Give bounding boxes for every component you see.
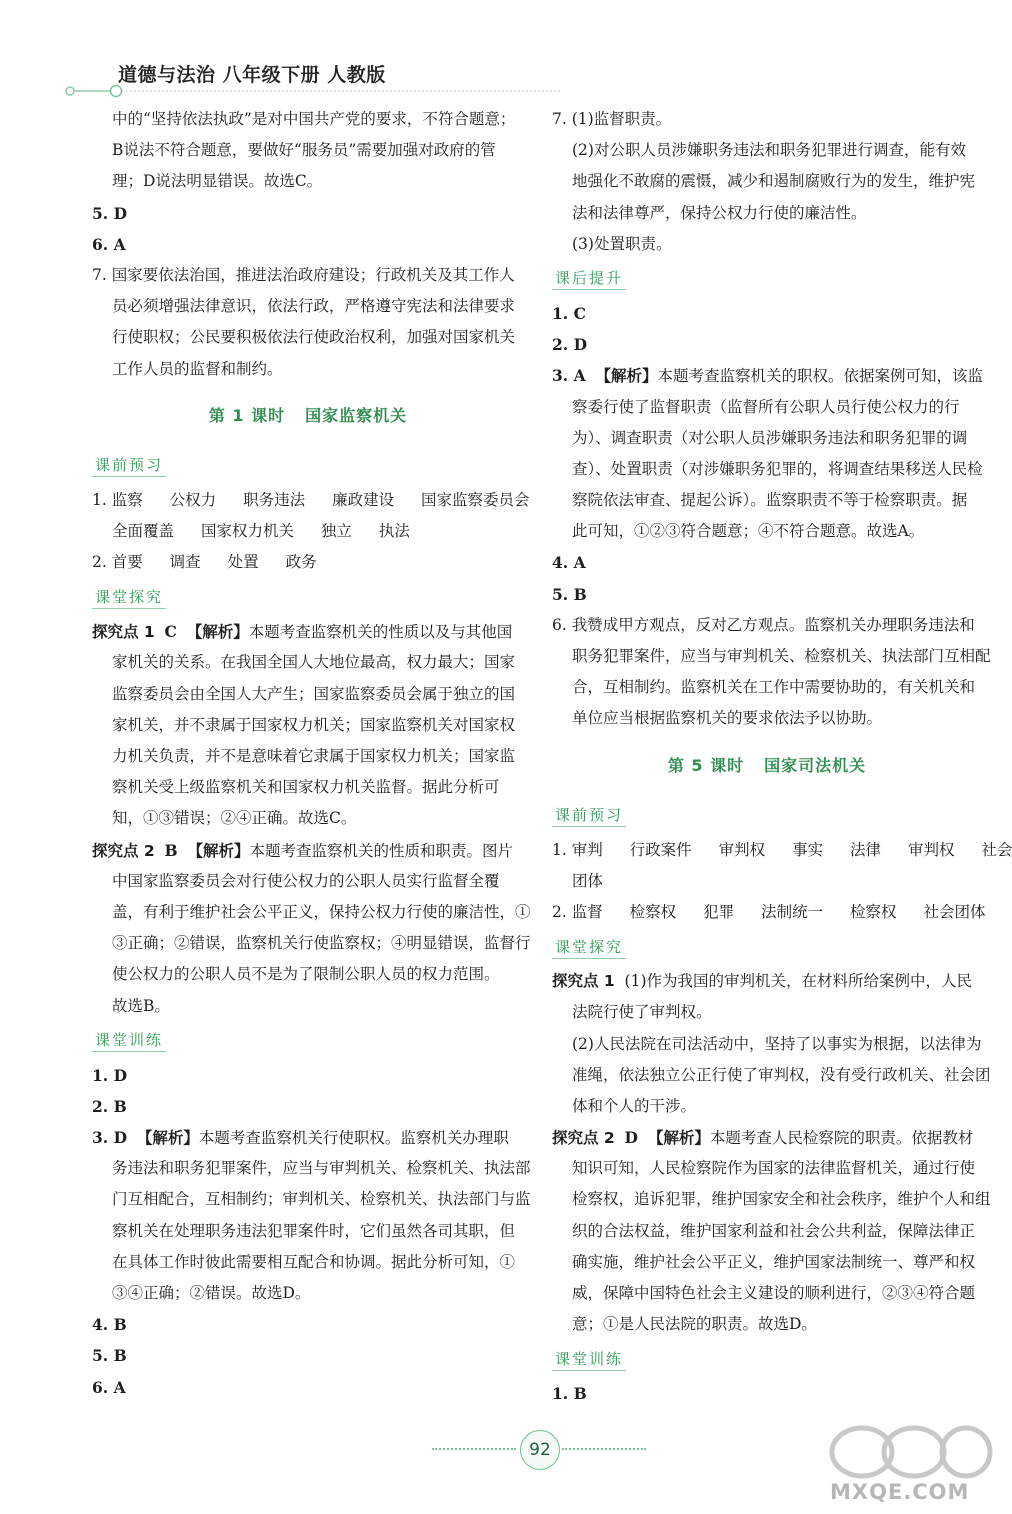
text-line: 家机关的关系。在我国全国人大地位最高，权力最大；国家 [112,653,516,672]
text-line: 盖，有利于维护社会公平正义，保持公权力行使的廉洁性，① [112,902,531,921]
section-explore [552,928,982,966]
section-train [92,1022,524,1060]
text-line: 织的合法权益，维护国家利益和社会公共利益，保障法律正 [572,1221,976,1240]
train-answer-1: 1. D [92,1065,128,1085]
section-train [552,1340,982,1378]
section-tag: 课前预习 [92,454,166,477]
section-after-class [552,260,982,298]
section-tag: 课堂训练 [92,1029,166,1052]
text-line: 法和法律尊严，保持公权力行使的廉洁性。 [572,203,867,222]
text-line: 家机关，并不隶属于国家权力机关；国家监察机关对国家权 [112,715,516,734]
text-line: ③正确；②错误，监察机关行使监察权；④明显错误，监督行 [112,934,531,953]
page-number-decoration [432,1448,516,1450]
text-line: 威，保障中国特色社会主义建设的顺利进行，②③④符合题 [572,1284,976,1302]
text-line: 工作人员的监督和制约。 [112,359,283,378]
text-line: 团体 [572,871,604,890]
text-line: 务违法和职务犯罪案件，应当与审判机关、检察机关、执法部 [112,1159,531,1178]
explore-point-2: 探究点 2 D 【解析】本题考查人民检察院的职责。依据教材 [552,1128,974,1148]
text-line: 地强化不敢腐的震慑，减少和遏制腐败行为的发生，维护宪 [572,172,976,191]
page-number: 92 [520,1430,560,1470]
watermark-text: MXQE.COM [830,1480,970,1504]
text-line: (2)人民法院在司法活动中，坚持了以事实为根据，以法律为 [572,1034,982,1053]
lesson-number: 第 1 课时 [208,405,286,425]
text-line: 知识可知，人民检察院作为国家的法律监督机关，通过行使 [572,1159,976,1178]
after-answer-5: 5. B [552,584,587,604]
preview-answer-2: 2. 首要 调查 处置 政务 [92,553,317,572]
text-line: 在具体工作时彼此需要相互配合和协调。据此分析可知，① [112,1252,516,1271]
text-line: 合，互相制约。监察机关在工作中需要协助的，有关机关和 [572,678,976,697]
text-line: 6. 我赞成甲方观点，反对乙方观点。监察机关办理职务违法和 [552,615,975,634]
lesson-title-1 [92,385,524,447]
text-line: (2)对公职人员涉嫌职务违法和职务犯罪进行调查，能有效 [572,141,966,160]
lesson-title-5 [552,735,982,797]
text-line: 查）、处置职责（对涉嫌职务犯罪的，将调查结果移送人民检 [572,459,983,478]
text-line: (3)处置职责。 [572,234,672,253]
header-decoration [62,82,562,100]
text-line: 中的“坚持依法执政”是对中国共产党的要求，不符合题意； [112,110,516,128]
section-explore [92,578,524,616]
text-line: 为）、调查职责（对公职人员涉嫌职务违法和职务犯罪的调 [572,428,968,447]
train-answer-1: 1. B [552,1384,587,1404]
text-line: 体和个人的干涉。 [572,1096,697,1115]
answer-6: 6. A [92,234,126,254]
section-tag: 课堂探究 [552,936,626,959]
section-tag: 课前预习 [552,804,626,827]
train-answer-3: 3. D 【解析】本题考查监察机关行使职权。监察机关办理职 [92,1128,509,1148]
lesson-name: 国家司法机关 [764,755,867,775]
text-line: 员必须增强法律意识，依法行政，严格遵守宪法和法律要求 [112,297,516,316]
text-line: 此可知，①②③符合题意；④不符合题意。故选A。 [572,522,925,541]
text-line: 确实施，维护社会公平正义，维护国家法制统一、尊严和权 [572,1252,976,1271]
train-answer-4: 4. B [92,1315,127,1335]
text-line: 理；D说法明显错误。故选C。 [112,172,323,191]
text-line: 职务犯罪案件，应当与审判机关、检察机关、执法部门互相配 [572,647,991,665]
section-preview [92,447,524,485]
text-line: 7. (1)监督职责。 [552,110,672,128]
section-preview [552,797,982,835]
text-line: 故选B。 [112,996,170,1015]
page-header-title: 道德与法治 八年级下册 人教版 [118,64,386,86]
text-line: 监察委员会由全国人大产生；国家监察委员会属于独立的国 [112,684,516,703]
explore-point-1: 探究点 1 C 【解析】本题考查监察机关的性质以及与其他国 [92,622,513,642]
train-answer-2: 2. B [92,1096,127,1116]
text-line: 中国家监察委员会对行使公权力的公职人员实行监督全覆 [112,871,500,890]
text-line: 7. 国家要依法治国，推进法治政府建设；行政机关及其工作人 [92,265,515,284]
text-line: B说法不符合题意，要做好“服务员”需要加强对政府的管 [112,141,496,160]
after-answer-2: 2. D [552,335,588,355]
text-line: 察院依法审查、提起公诉）。监察职责不等于检察职责。据 [572,491,968,510]
preview-answer-1: 1. 监察 公权力 职务违法 廉政建设 国家监察委员会 [92,490,530,509]
section-tag: 课后提升 [552,267,626,290]
text-line: 使公权力的公职人员不是为了限制公职人员的权力范围。 [112,965,500,984]
text-line: 察机关在处理职务违法犯罪案件时，它们虽然各司其职，但 [112,1221,516,1240]
text-line: 行使职权；公民要积极依法行使政治权利，加强对国家机关 [112,328,516,347]
text-line: 准绳，依法独立公正行使了审判权，没有受行政机关、社会团 [572,1065,991,1084]
text-line: 法院行使了审判权。 [572,1003,712,1022]
preview-answer-1-cont: 全面覆盖 国家权力机关 独立 执法 [112,521,410,540]
section-tag: 课堂探究 [92,586,166,609]
after-answer-4: 4. A [552,553,586,573]
text-line: 察委行使了监督职责（监督所有公职人员行使公权力的行 [572,397,960,416]
page-number-decoration [562,1448,646,1450]
text-line: 察机关受上级监察机关和国家权力机关监督。据此分析可 [112,778,500,797]
text-line: 意；①是人民法院的职责。故选D。 [572,1315,817,1334]
text-line: 门互相配合，互相制约；审判机关、检察机关、执法部门与监 [112,1190,531,1209]
train-answer-6: 6. A [92,1377,126,1397]
lesson-number: 第 5 课时 [667,755,745,775]
left-column [92,104,531,1403]
section-tag: 课堂训练 [552,1348,626,1371]
text-line: ③④正确；②错误。故选D。 [112,1284,311,1302]
after-answer-1: 1. C [552,303,586,323]
text-line: 单位应当根据监察机关的要求依法予以协助。 [572,709,883,728]
train-answer-5: 5. B [92,1346,127,1366]
right-column [552,104,1012,1410]
text-line: 知，①③错误；②④正确。故选C。 [112,809,357,828]
preview-answer-1: 1. 审判 行政案件 审判权 事实 法律 审判权 社会 [552,840,1012,859]
lesson-name: 国家监察机关 [305,405,408,425]
explore-point-1: 探究点 1 (1)作为我国的审判机关，在材料所给案例中，人民 [552,972,973,991]
preview-answer-2: 2. 监督 检察权 犯罪 法制统一 检察权 社会团体 [552,902,986,921]
text-line: 力机关负责，并不是意味着它隶属于国家权力机关；国家监 [112,747,516,765]
text-line: 检察权，追诉犯罪，维护国家安全和社会秩序，维护个人和组 [572,1190,991,1209]
after-answer-3: 3. A 【解析】本题考查监察机关的职权。依据案例可知，该监 [552,366,983,386]
answer-5: 5. D [92,203,128,223]
explore-point-2: 探究点 2 B 【解析】本题考查监察机关的性质和职责。图片 [92,840,514,860]
